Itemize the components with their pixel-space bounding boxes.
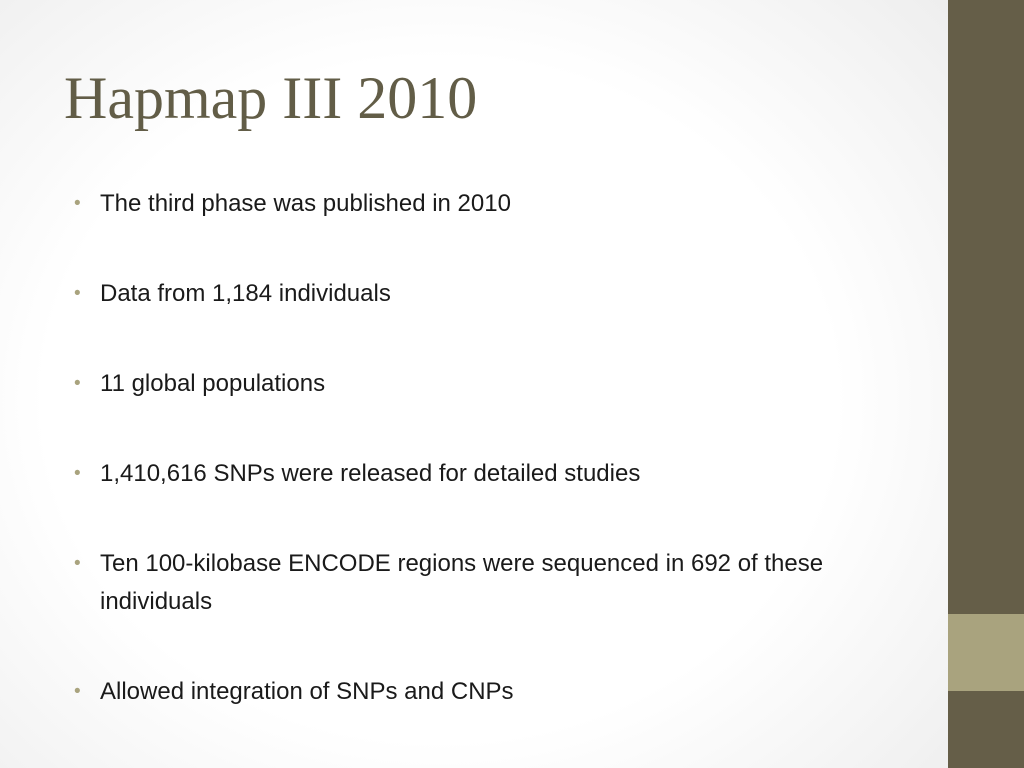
bullet-icon: • xyxy=(74,463,81,484)
bullet-item xyxy=(74,185,874,223)
bullet-text: Data from 1,184 individuals xyxy=(100,280,391,307)
bullet-text: Allowed integration of SNPs and CNPs xyxy=(100,678,514,705)
bullet-icon: • xyxy=(74,373,81,394)
bullet-icon: • xyxy=(74,553,81,574)
bullet-icon: • xyxy=(74,681,81,702)
bullet-icon: • xyxy=(74,283,81,304)
bullet-item xyxy=(74,545,874,621)
bullet-text: Ten 100-kilobase ENCODE regions were sequenced in 692 of these individuals xyxy=(100,550,824,615)
bullet-item xyxy=(74,365,874,403)
bullet-item xyxy=(74,275,874,313)
bullet-item xyxy=(74,673,874,711)
bullet-text: 11 global populations xyxy=(100,370,326,397)
bullet-text: 1,410,616 SNPs were released for detailed studies xyxy=(100,460,641,487)
sidebar-accent-block xyxy=(948,614,1024,691)
slide-title: Hapmap III 2010 xyxy=(64,65,478,131)
bullet-item xyxy=(74,455,874,493)
bullet-text: The third phase was published in 2010 xyxy=(100,190,511,217)
bullet-icon: • xyxy=(74,193,81,214)
